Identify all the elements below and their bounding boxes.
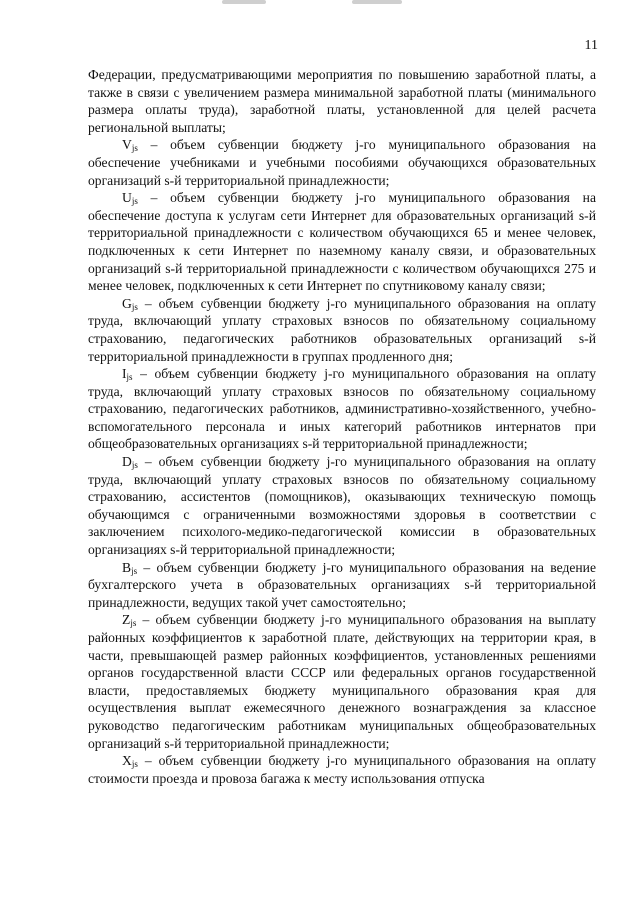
paragraph-v-js <box>88 136 596 189</box>
formula-subscript: js <box>131 196 138 207</box>
paragraph-text: – объем субвенции бюджету j-го муниципального образования на оплату труда, включающий уплату страховых взносов по обязательному социальному страхованию, педагогических работников, административно-хозяйственного, учебно-вспомогательного персонала и иных категорий работников интернатов при общеобразовательных организациях s-й территориальной принадлежности; <box>88 366 596 452</box>
formula-subscript: js <box>131 143 138 154</box>
scan-artifact <box>222 0 266 4</box>
formula-symbol: G <box>122 295 132 311</box>
paragraph-text: – объем субвенции бюджету j-го муниципального образования на оплату труда, включающий уплату страховых взносов по обязательному социальному страхованию, ассистентов (помощников), оказывающих техническую помощь обучающимся с ограниченными возможностями здоровья в соответствии с заключением психолого-медико-педагогической комиссии в образовательных организациях s-й территориальной принадлежности; <box>88 454 596 558</box>
formula-subscript: js <box>131 565 138 576</box>
paragraph-x-js <box>88 752 596 787</box>
paragraph-z-js <box>88 611 596 752</box>
paragraph-continuation <box>88 66 596 136</box>
scan-artifact <box>352 0 402 4</box>
formula-subscript: js <box>131 759 138 770</box>
paragraph-text: – объем субвенции бюджету j-го муниципального образования на ведение бухгалтерского учета в образовательных организациях s-й территориальной принадлежности, ведущих такой учет самостоятельно; <box>88 559 596 610</box>
page-number: 11 <box>584 38 598 53</box>
formula-subscript: js <box>131 460 138 471</box>
paragraph-b-js <box>88 559 596 612</box>
formula-symbol: Z <box>122 612 131 628</box>
formula-subscript: js <box>130 618 137 629</box>
paragraph-d-js <box>88 453 596 559</box>
paragraph-text: – объем субвенции бюджету j-го муниципального образования на выплату районных коэффициентов к заработной плате, действующих на территории края, в части, превышающей размер районных коэффициентов, установленных решениями органов государственной власти СССР или федеральных органов государственной власти, предоставляемых бюджету муниципального образования края для осуществления выплат ежемесячного денежного вознаграждения за классное руководство педагогическим работникам муниципальных общеобразовательных организаций s-й территориальной принадлежности; <box>88 612 596 751</box>
formula-symbol: B <box>122 559 132 575</box>
paragraph-text: Федерации, предусматривающими мероприятия по повышению заработной платы, а также в связи с увеличением размера минимальной заработной платы (минимального размера оплаты труда), заработной платы, установленной для целей расчета региональной выплаты; <box>88 67 596 135</box>
formula-symbol: V <box>122 137 132 153</box>
paragraph-text: – объем субвенции бюджету j-го муниципального образования на обеспечение доступа к услугам сети Интернет для образовательных организаций s-й территориальной принадлежности с количеством обучающихся 65 и менее человек, подключенных к сети Интернет по наземному каналу связи, и образовательных организаций s-й территориальной принадлежности с количеством обучающихся 275 и менее человек, подключенных к сети Интернет по спутниковому каналу связи; <box>88 190 596 294</box>
formula-symbol: X <box>122 753 132 769</box>
paragraph-u-js <box>88 189 596 295</box>
formula-symbol: I <box>122 366 127 382</box>
paragraph-text: – объем субвенции бюджету j-го муниципального образования на оплату стоимости проезда и провоза багажа к месту использования отпуска <box>88 753 596 786</box>
paragraph-text: – объем субвенции бюджету j-го муниципального образования на оплату труда, включающий уплату страховых взносов по обязательному социальному страхованию, педагогических работников образовательных организаций s-й территориальной принадлежности в группах продленного дня; <box>88 295 596 364</box>
formula-symbol: U <box>122 190 132 206</box>
formula-symbol: D <box>122 454 132 470</box>
paragraph-i-js <box>88 365 596 453</box>
formula-subscript: js <box>131 301 138 312</box>
paragraph-g-js <box>88 295 596 365</box>
document-body <box>88 66 596 787</box>
formula-subscript: js <box>126 372 133 383</box>
paragraph-text: – объем субвенции бюджету j-го муниципального образования на обеспечение учебниками и учебными пособиями обучающихся образовательных организаций s-й территориальной принадлежности; <box>88 137 596 188</box>
